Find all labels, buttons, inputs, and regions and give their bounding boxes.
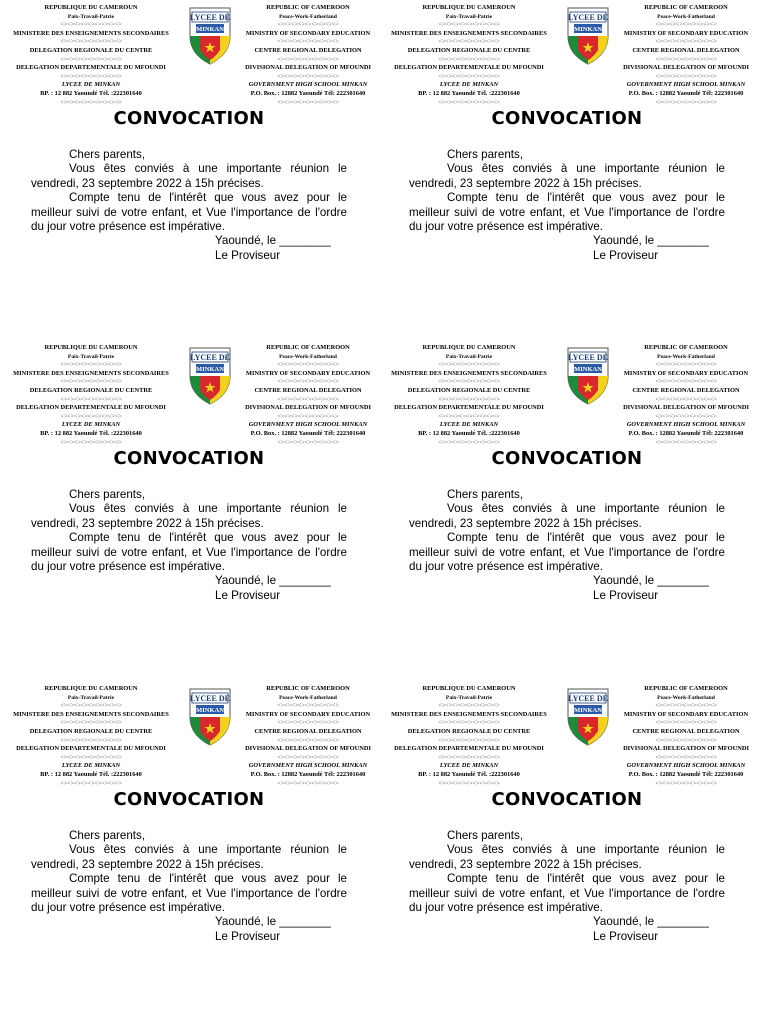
place-date: Yaoundé, le ________ [215,574,331,588]
separator: <><><><><><><><><> [655,702,717,710]
motto-en: Peace-Work-Fatherland [657,694,715,701]
divisional-delegation-en: DIVISIONAL DELEGATION OF MFOUNDI [623,64,749,72]
motto-fr: Paix-Travail-Patrie [445,694,493,701]
divisional-delegation-fr: DELEGATION DEPARTEMENTALE DU MFOUNDI [394,404,544,412]
divisional-delegation-en: DIVISIONAL DELEGATION OF MFOUNDI [245,64,371,72]
separator: <><><><><><><><><> [655,412,717,420]
logo-bottom-text: MINKAN [574,26,602,33]
logo-top-text: LYCEE DE [568,353,608,362]
letterhead-french [6,4,176,107]
place-date: Yaoundé, le ________ [215,234,331,248]
separator: <><><><><><><><><> [655,72,717,80]
address-en: P.O. Box. : 12882 Yaoundé Tél: 222301640 [628,89,744,97]
school-name-fr: LYCEE DE MINKAN [61,81,121,89]
convocation-card [0,0,378,336]
regional-delegation-en: CENTRE REGIONAL DELEGATION [254,386,362,394]
school-name-en: GOVERNMENT HIGH SCHOOL MINKAN [626,762,746,770]
paragraph-meeting: Vous êtes conviés à une importante réunion le vendredi, 23 septembre 2022 à 15h précises. [409,502,725,530]
convocation-body [31,829,347,944]
signatory: Le Proviseur [215,929,281,943]
school-name-en: GOVERNMENT HIGH SCHOOL MINKAN [248,421,368,429]
separator: <><><><><><><><><> [277,98,339,106]
greeting: Chers parents, [69,148,146,161]
address-en: P.O. Box. : 12882 Yaoundé Tél: 222301640 [250,429,366,437]
motto-en: Peace-Work-Fatherland [279,13,337,20]
separator: <><><><><><><><><> [277,361,339,369]
letterhead [0,685,378,787]
separator: <><><><><><><><><> [438,438,500,446]
convocation-title: CONVOCATION [491,108,643,129]
logo-top-text: LYCEE DE [568,694,608,703]
motto-fr: Paix-Travail-Patrie [445,13,493,20]
school-name-en: GOVERNMENT HIGH SCHOOL MINKAN [248,81,368,89]
motto-en: Peace-Work-Fatherland [657,13,715,20]
address-fr: BP. : 12 882 Yaoundé Tél. :222301640 [418,429,520,437]
motto-en: Peace-Work-Fatherland [657,353,715,360]
paragraph-importance: Compte tenu de l'intérêt que vous avez pour le meilleur suivi de votre enfant, et Vue l'importance de l'ordre du jour votre présence est impérative. [31,191,347,234]
logo-bottom-text: MINKAN [574,366,602,373]
separator: <><><><><><><><><> [438,412,500,420]
separator: <><><><><><><><><> [60,753,122,761]
divisional-delegation-fr: DELEGATION DEPARTEMENTALE DU MFOUNDI [16,64,166,72]
separator: <><><><><><><><><> [438,702,500,710]
separator: <><><><><><><><><> [655,21,717,29]
separator: <><><><><><><><><> [60,412,122,420]
separator: <><><><><><><><><> [277,736,339,744]
country-name-en: REPUBLIC OF CAMEROON [266,685,350,692]
convocation-body [409,148,725,263]
address-en: P.O. Box. : 12882 Yaoundé Tél: 222301640 [250,89,366,97]
greeting: Chers parents, [447,829,524,842]
school-name-fr: LYCEE DE MINKAN [61,762,121,770]
separator: <><><><><><><><><> [60,38,122,46]
divisional-delegation-fr: DELEGATION DEPARTEMENTALE DU MFOUNDI [394,745,544,753]
paragraph-importance: Compte tenu de l'intérêt que vous avez pour le meilleur suivi de votre enfant, et Vue l'importance de l'ordre du jour votre présence est impérative. [409,872,725,915]
convocation-body [409,829,725,944]
separator: <><><><><><><><><> [277,779,339,787]
logo-top-text: LYCEE DE [190,694,230,703]
address-fr: BP. : 12 882 Yaoundé Tél. :222301640 [418,89,520,97]
ministry-fr: MINISTERE DES ENSEIGNEMENTS SECONDAIRES [13,29,169,37]
separator: <><><><><><><><><> [438,753,500,761]
paragraph-importance: Compte tenu de l'intérêt que vous avez pour le meilleur suivi de votre enfant, et Vue l'importance de l'ordre du jour votre présence est impérative. [31,872,347,915]
regional-delegation-fr: DELEGATION REGIONALE DU CENTRE [29,46,153,54]
ministry-en: MINISTRY OF SECONDARY EDUCATION [623,710,749,718]
convocation-title: CONVOCATION [113,789,265,810]
logo-bottom-text: MINKAN [196,366,224,373]
regional-delegation-en: CENTRE REGIONAL DELEGATION [254,46,362,54]
paragraph-importance: Compte tenu de l'intérêt que vous avez pour le meilleur suivi de votre enfant, et Vue l'importance de l'ordre du jour votre présence est impérative. [31,531,347,574]
convocation-title: CONVOCATION [113,448,265,469]
country-name-en: REPUBLIC OF CAMEROON [266,344,350,351]
signatory: Le Proviseur [593,588,659,602]
school-logo [184,6,236,66]
ministry-fr: MINISTERE DES ENSEIGNEMENTS SECONDAIRES [391,369,547,377]
school-logo [562,6,614,66]
school-logo [562,346,614,406]
separator: <><><><><><><><><> [60,98,122,106]
address-en: P.O. Box. : 12882 Yaoundé Tél: 222301640 [628,429,744,437]
country-name-en: REPUBLIC OF CAMEROON [644,344,728,351]
separator: <><><><><><><><><> [277,378,339,386]
separator: <><><><><><><><><> [60,736,122,744]
separator: <><><><><><><><><> [277,438,339,446]
motto-fr: Paix-Travail-Patrie [67,694,115,701]
convocation-body [409,488,725,603]
letterhead-english [614,4,758,107]
paragraph-meeting: Vous êtes conviés à une importante réunion le vendredi, 23 septembre 2022 à 15h précises. [31,502,347,530]
convocation-card [378,681,756,1017]
separator: <><><><><><><><><> [438,21,500,29]
country-name-fr: REPUBLIQUE DU CAMEROUN [422,344,516,351]
country-name-fr: REPUBLIQUE DU CAMEROUN [422,4,516,11]
regional-delegation-en: CENTRE REGIONAL DELEGATION [254,727,362,735]
school-name-en: GOVERNMENT HIGH SCHOOL MINKAN [248,762,368,770]
separator: <><><><><><><><><> [60,719,122,727]
separator: <><><><><><><><><> [277,38,339,46]
separator: <><><><><><><><><> [60,779,122,787]
ministry-en: MINISTRY OF SECONDARY EDUCATION [623,369,749,377]
logo-bottom-text: MINKAN [196,26,224,33]
letterhead [378,4,756,106]
separator: <><><><><><><><><> [277,395,339,403]
regional-delegation-fr: DELEGATION REGIONALE DU CENTRE [407,386,531,394]
ministry-fr: MINISTERE DES ENSEIGNEMENTS SECONDAIRES [13,710,169,718]
country-name-fr: REPUBLIQUE DU CAMEROUN [44,4,138,11]
school-logo [184,687,236,747]
separator: <><><><><><><><><> [60,702,122,710]
regional-delegation-fr: DELEGATION REGIONALE DU CENTRE [407,727,531,735]
paragraph-importance: Compte tenu de l'intérêt que vous avez pour le meilleur suivi de votre enfant, et Vue l'importance de l'ordre du jour votre présence est impérative. [409,191,725,234]
logo-bottom-text: MINKAN [196,707,224,714]
separator: <><><><><><><><><> [60,72,122,80]
separator: <><><><><><><><><> [60,378,122,386]
convocation-title: CONVOCATION [491,789,643,810]
motto-fr: Paix-Travail-Patrie [67,13,115,20]
separator: <><><><><><><><><> [60,21,122,29]
separator: <><><><><><><><><> [655,98,717,106]
separator: <><><><><><><><><> [60,361,122,369]
ministry-en: MINISTRY OF SECONDARY EDUCATION [245,369,371,377]
logo-bottom-text: MINKAN [574,707,602,714]
address-fr: BP. : 12 882 Yaoundé Tél. :222301640 [40,770,142,778]
separator: <><><><><><><><><> [655,753,717,761]
letterhead-english [236,685,380,788]
separator: <><><><><><><><><> [438,361,500,369]
place-date: Yaoundé, le ________ [215,915,331,929]
greeting: Chers parents, [69,829,146,842]
separator: <><><><><><><><><> [277,55,339,63]
logo-top-text: LYCEE DE [190,353,230,362]
separator: <><><><><><><><><> [60,438,122,446]
ministry-en: MINISTRY OF SECONDARY EDUCATION [245,710,371,718]
separator: <><><><><><><><><> [655,55,717,63]
greeting: Chers parents, [447,488,524,501]
convocation-body [31,148,347,263]
school-logo [184,346,236,406]
separator: <><><><><><><><><> [438,98,500,106]
separator: <><><><><><><><><> [655,779,717,787]
paragraph-importance: Compte tenu de l'intérêt que vous avez pour le meilleur suivi de votre enfant, et Vue l'importance de l'ordre du jour votre présence est impérative. [409,531,725,574]
separator: <><><><><><><><><> [438,779,500,787]
country-name-fr: REPUBLIQUE DU CAMEROUN [44,685,138,692]
regional-delegation-en: CENTRE REGIONAL DELEGATION [632,386,740,394]
letterhead-english [236,344,380,447]
regional-delegation-fr: DELEGATION REGIONALE DU CENTRE [29,386,153,394]
school-name-fr: LYCEE DE MINKAN [439,762,499,770]
paragraph-meeting: Vous êtes conviés à une importante réunion le vendredi, 23 septembre 2022 à 15h précises. [31,843,347,871]
letterhead-french [384,344,554,447]
motto-en: Peace-Work-Fatherland [279,353,337,360]
place-date: Yaoundé, le ________ [593,915,709,929]
signatory: Le Proviseur [593,929,659,943]
separator: <><><><><><><><><> [60,55,122,63]
separator: <><><><><><><><><> [438,378,500,386]
motto-en: Peace-Work-Fatherland [279,694,337,701]
paragraph-meeting: Vous êtes conviés à une importante réunion le vendredi, 23 septembre 2022 à 15h précises. [409,843,725,871]
school-logo [562,687,614,747]
separator: <><><><><><><><><> [438,719,500,727]
separator: <><><><><><><><><> [277,719,339,727]
school-name-fr: LYCEE DE MINKAN [439,81,499,89]
greeting: Chers parents, [447,148,524,161]
letterhead-french [6,685,176,788]
country-name-en: REPUBLIC OF CAMEROON [644,685,728,692]
address-fr: BP. : 12 882 Yaoundé Tél. :222301640 [40,89,142,97]
country-name-en: REPUBLIC OF CAMEROON [266,4,350,11]
separator: <><><><><><><><><> [655,38,717,46]
logo-top-text: LYCEE DE [568,13,608,22]
convocation-card [0,340,378,676]
letterhead-english [236,4,380,107]
letterhead-english [614,344,758,447]
letterhead-english [614,685,758,788]
letterhead [378,685,756,787]
divisional-delegation-en: DIVISIONAL DELEGATION OF MFOUNDI [245,745,371,753]
address-en: P.O. Box. : 12882 Yaoundé Tél: 222301640 [250,770,366,778]
ministry-en: MINISTRY OF SECONDARY EDUCATION [245,29,371,37]
ministry-en: MINISTRY OF SECONDARY EDUCATION [623,29,749,37]
signatory: Le Proviseur [215,588,281,602]
ministry-fr: MINISTERE DES ENSEIGNEMENTS SECONDAIRES [391,710,547,718]
divisional-delegation-fr: DELEGATION DEPARTEMENTALE DU MFOUNDI [394,64,544,72]
place-date: Yaoundé, le ________ [593,574,709,588]
separator: <><><><><><><><><> [277,72,339,80]
convocation-title: CONVOCATION [491,448,643,469]
letterhead-french [384,685,554,788]
ministry-fr: MINISTERE DES ENSEIGNEMENTS SECONDAIRES [391,29,547,37]
letterhead-french [384,4,554,107]
address-en: P.O. Box. : 12882 Yaoundé Tél: 222301640 [628,770,744,778]
ministry-fr: MINISTERE DES ENSEIGNEMENTS SECONDAIRES [13,369,169,377]
address-fr: BP. : 12 882 Yaoundé Tél. :222301640 [40,429,142,437]
separator: <><><><><><><><><> [277,412,339,420]
school-name-en: GOVERNMENT HIGH SCHOOL MINKAN [626,421,746,429]
place-date: Yaoundé, le ________ [593,234,709,248]
convocation-card [378,340,756,676]
separator: <><><><><><><><><> [438,38,500,46]
separator: <><><><><><><><><> [655,395,717,403]
separator: <><><><><><><><><> [438,72,500,80]
separator: <><><><><><><><><> [438,395,500,403]
separator: <><><><><><><><><> [277,753,339,761]
divisional-delegation-en: DIVISIONAL DELEGATION OF MFOUNDI [623,745,749,753]
motto-fr: Paix-Travail-Patrie [445,353,493,360]
signatory: Le Proviseur [593,248,659,262]
letterhead [378,344,756,446]
separator: <><><><><><><><><> [655,361,717,369]
school-name-fr: LYCEE DE MINKAN [439,421,499,429]
logo-top-text: LYCEE DE [190,13,230,22]
separator: <><><><><><><><><> [277,21,339,29]
convocation-card [0,681,378,1017]
separator: <><><><><><><><><> [438,736,500,744]
separator: <><><><><><><><><> [277,702,339,710]
regional-delegation-en: CENTRE REGIONAL DELEGATION [632,46,740,54]
regional-delegation-fr: DELEGATION REGIONALE DU CENTRE [407,46,531,54]
school-name-fr: LYCEE DE MINKAN [61,421,121,429]
paragraph-meeting: Vous êtes conviés à une importante réunion le vendredi, 23 septembre 2022 à 15h précises. [31,162,347,190]
greeting: Chers parents, [69,488,146,501]
separator: <><><><><><><><><> [438,55,500,63]
address-fr: BP. : 12 882 Yaoundé Tél. :222301640 [418,770,520,778]
country-name-en: REPUBLIC OF CAMEROON [644,4,728,11]
regional-delegation-en: CENTRE REGIONAL DELEGATION [632,727,740,735]
regional-delegation-fr: DELEGATION REGIONALE DU CENTRE [29,727,153,735]
paragraph-meeting: Vous êtes conviés à une importante réunion le vendredi, 23 septembre 2022 à 15h précises. [409,162,725,190]
school-name-en: GOVERNMENT HIGH SCHOOL MINKAN [626,81,746,89]
letterhead [0,344,378,446]
divisional-delegation-fr: DELEGATION DEPARTEMENTALE DU MFOUNDI [16,745,166,753]
separator: <><><><><><><><><> [655,438,717,446]
motto-fr: Paix-Travail-Patrie [67,353,115,360]
separator: <><><><><><><><><> [60,395,122,403]
separator: <><><><><><><><><> [655,719,717,727]
letterhead [0,4,378,106]
letterhead-french [6,344,176,447]
divisional-delegation-en: DIVISIONAL DELEGATION OF MFOUNDI [623,404,749,412]
country-name-fr: REPUBLIQUE DU CAMEROUN [44,344,138,351]
divisional-delegation-fr: DELEGATION DEPARTEMENTALE DU MFOUNDI [16,404,166,412]
country-name-fr: REPUBLIQUE DU CAMEROUN [422,685,516,692]
separator: <><><><><><><><><> [655,736,717,744]
divisional-delegation-en: DIVISIONAL DELEGATION OF MFOUNDI [245,404,371,412]
convocation-title: CONVOCATION [113,108,265,129]
signatory: Le Proviseur [215,248,281,262]
convocation-card [378,0,756,336]
convocation-body [31,488,347,603]
separator: <><><><><><><><><> [655,378,717,386]
